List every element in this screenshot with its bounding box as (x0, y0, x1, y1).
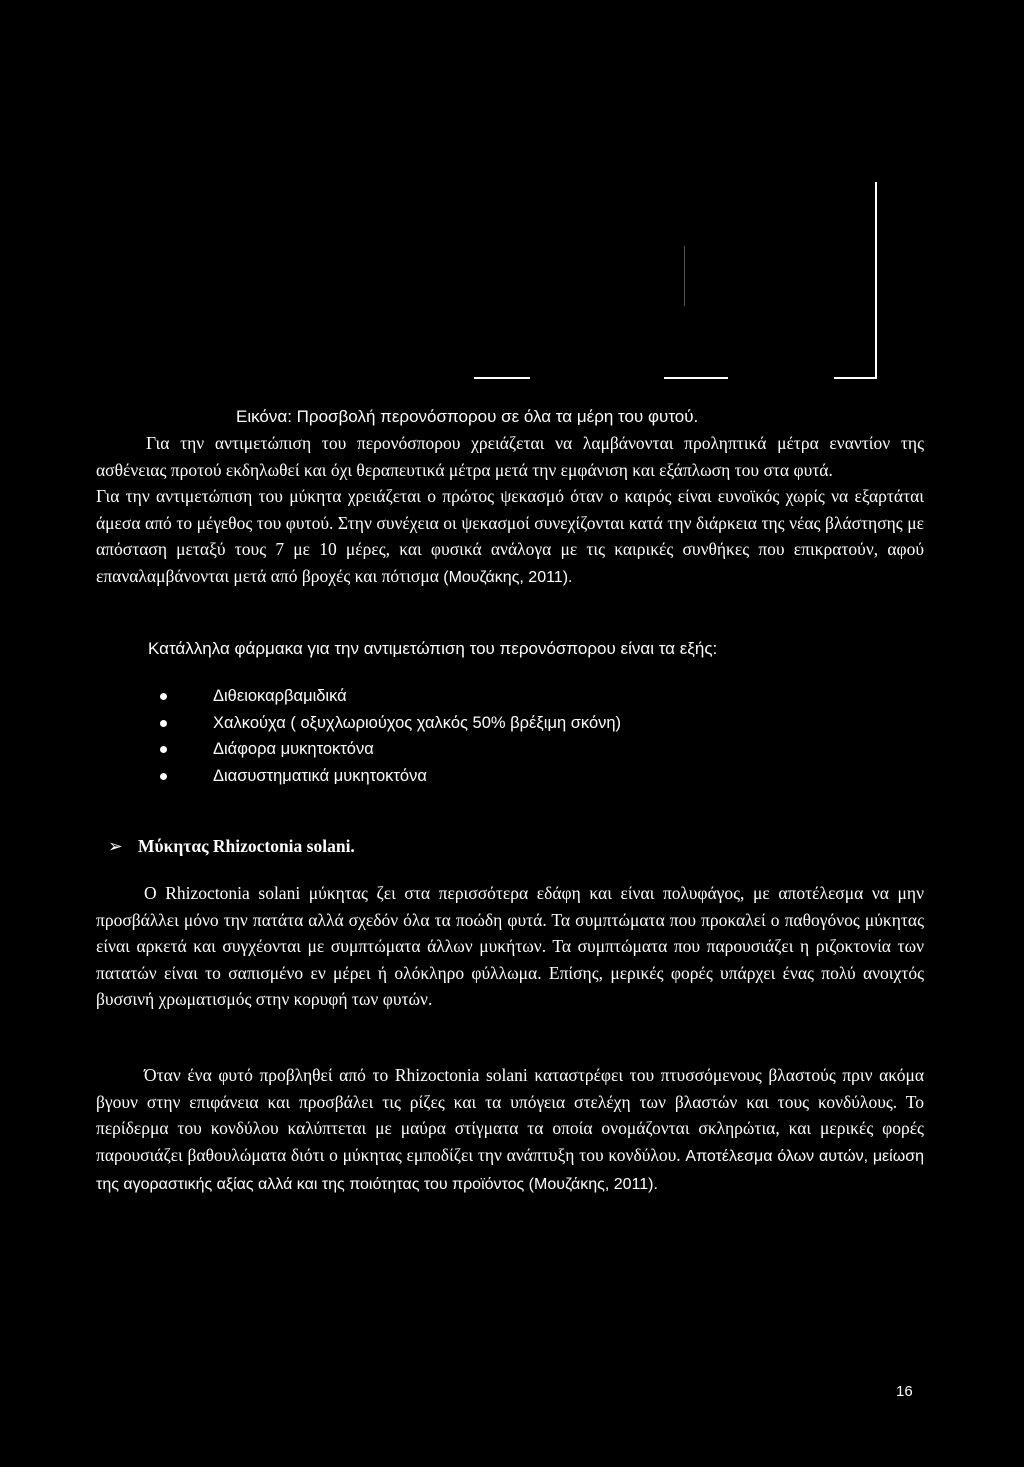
arrow-bullet-icon: ➢ (108, 836, 123, 856)
bullet-dot (160, 773, 167, 780)
figure-border-bottom-mid (664, 377, 728, 379)
bullet-dot (160, 720, 167, 727)
section-title: Μύκητας Rhizoctonia solani. (138, 836, 355, 856)
bullet-dot (160, 746, 167, 753)
list-item-label: Χαλκούχα ( οξυχλωριούχος χαλκός 50% βρέξιμη σκόνη) (213, 713, 622, 732)
rhizoctonia-damage-paragraph (96, 1062, 924, 1199)
damage-paragraph-main: Όταν ένα φυτό προβληθεί από το Rhizoctonia solani καταστρέφει του πτυσσόμενους βλαστούς πριν ακόμα βγουν στην επιφάνεια και προσβάλει τις ρίζες και τα υπόγεια στελέχη των βλαστών και τους κονδύλους. Το περίδερμα του κονδύλου καλύπτεται με μαύρα στίγματα τα οποία ονομάζονται σκληρώτια, και μερικές φορές παρουσιάζει βαθουλώματα διότι ο μύκητας εμποδίζει την ανάπτυξη του κονδύλου. (96, 1065, 924, 1165)
bullet-dot (160, 693, 167, 700)
intro-first-sentence: Για την αντιμετώπιση του περονόσπορου χρειάζεται να λαμβάνονται προληπτικά μέτρα εναντίον της ασθένειας προτού εκδηλωθεί και όχι θεραπευτικά μέτρα μετά την εμφάνιση και εξάπλωση του στα φυτά. (96, 433, 924, 480)
list-item (160, 683, 621, 710)
figure-border-bottom-left (474, 377, 530, 379)
list-item-label: Διασυστηματικά μυκητοκτόνα (213, 766, 427, 785)
intro-rest: Για την αντιμετώπιση του μύκητα χρειάζεται ο πρώτος ψεκασμό όταν ο καιρός είναι ευνοϊκός χωρίς να εξαρτάται άμεσα από το μέγεθος του φυτού. Στην συνέχεια οι ψεκασμοί συνεχίζονται κατά την διάρκεια της νέας βλάστησης με απόσταση μεταξύ τους 7 με 10 μέρες, και φυσικά ανάλογα με τις καιρικές συνθήκες που επικρατούν, αφού επαναλαμβάνονται μετά από βροχές και πότισμα (96, 486, 924, 586)
figure-border-bottom-right (834, 377, 877, 379)
list-item-label: Διάφορα μυκητοκτόνα (213, 740, 374, 758)
figure-speck (684, 246, 685, 306)
list-item-label: Διθειοκαρβαμιδικά (213, 687, 347, 705)
section-heading (108, 836, 355, 857)
list-item (160, 736, 621, 763)
intro-paragraph (96, 430, 924, 591)
damage-paragraph-tail: Αποτέλεσμα όλων αυτών, μείωση της αγοραστικής αξίας αλλά και της ποιότητας του προϊόντος (Μουζάκης, 2011). (96, 1147, 925, 1193)
figure-border-right (875, 182, 877, 378)
page-number: 16 (896, 1383, 913, 1400)
list-item (160, 710, 621, 737)
list-item (160, 763, 621, 790)
remedies-list (160, 683, 621, 789)
rhizoctonia-paragraph: Ο Rhizoctonia solani μύκητας ζει στα περισσότερα εδάφη και είναι πολυφάγος, με αποτέλεσμα να μην προσβάλλει μόνο την πατάτα αλλά σχεδόν όλα τα ποώδη φυτά. Τα συμπτώματα που προκαλεί ο παθογόνος μύκητας είναι αρκετά και συγχέονται με συμπτώματα άλλων μυκήτων. Τα συμπτώματα που παρουσιάζει η ριζοκτονία των πατατών είναι το σαπισμένο εν μέρει ή ολόκληρο φύλλωμα. Επίσης, μερικές φορές υπάρχει ένας πολύ ανοιχτός βυσσινή χρωματισμός στην κορυφή των φυτών. (96, 883, 924, 1009)
remedies-lead: Κατάλληλα φάρμακα για την αντιμετώπιση του περονόσπορου είναι τα εξής: (148, 639, 718, 658)
intro-citation: (Μουζάκης, 2011). (443, 568, 573, 586)
figure-caption: Εικόνα: Προσβολή περονόσπορου σε όλα τα μέρη του φυτού. (236, 407, 699, 426)
